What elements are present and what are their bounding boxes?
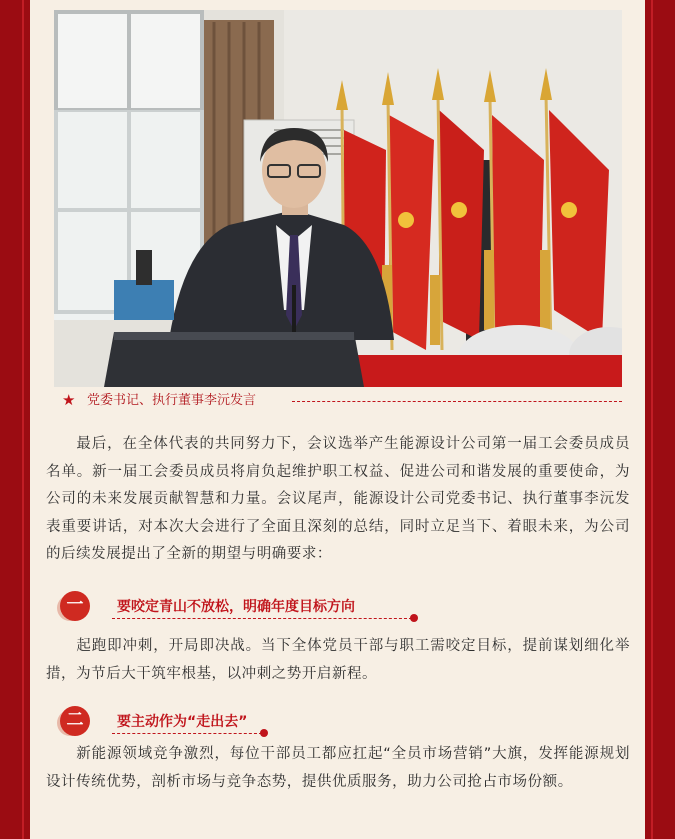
section-underline [112,733,262,734]
section-underline [112,618,412,619]
section-dot [260,729,268,737]
section-number-badge: 一 [60,591,90,621]
speaker-photo [54,10,622,387]
caption-divider [292,401,622,402]
caption-text: 党委书记、执行董事李沅发言 [87,393,257,408]
section-title: 要咬定青山不放松，明确年度目标方向 [117,599,355,615]
section-dot [410,614,418,622]
section-heading-2 [60,705,420,739]
frame-line-right [651,0,653,839]
star-icon: ★ [62,391,76,409]
section-heading-1 [60,590,420,624]
paragraph-section-1: 起跑即冲刺，开局即决战。当下全体党员干部与职工需咬定目标，提前谋划细化举措，为节后大干筑牢根基，以冲刺之势开启新程。 [46,638,630,682]
section-title: 要主动作为“走出去” [117,714,248,730]
section-number-badge: 二 [60,706,90,736]
paragraph-section-2: 新能源领域竞争激烈，每位干部员工都应扛起“全员市场营销”大旗，发挥能源规划设计传统优势，剖析市场与竞争态势，提供优质服务，助力公司抢占市场份额。 [46,746,630,790]
photo-caption [54,390,622,412]
paragraph-summary: 最后，在全体代表的共同努力下，会议选举产生能源设计公司第一届工会委员成员名单。新一届工会委员成员将肩负起维护职工权益、促进公司和谐发展的重要使命，为公司的未来发展贡献智慧和力量。会议尾声，能源设计公司党委书记、执行董事李沅发表重要讲话，对本次大会进行了全面且深刻的总结，同时立足当下、着眼未来，为公司的后续发展提出了全新的期望与明确要求： [46,436,630,562]
frame-line-left [22,0,24,839]
article-body [30,0,645,839]
